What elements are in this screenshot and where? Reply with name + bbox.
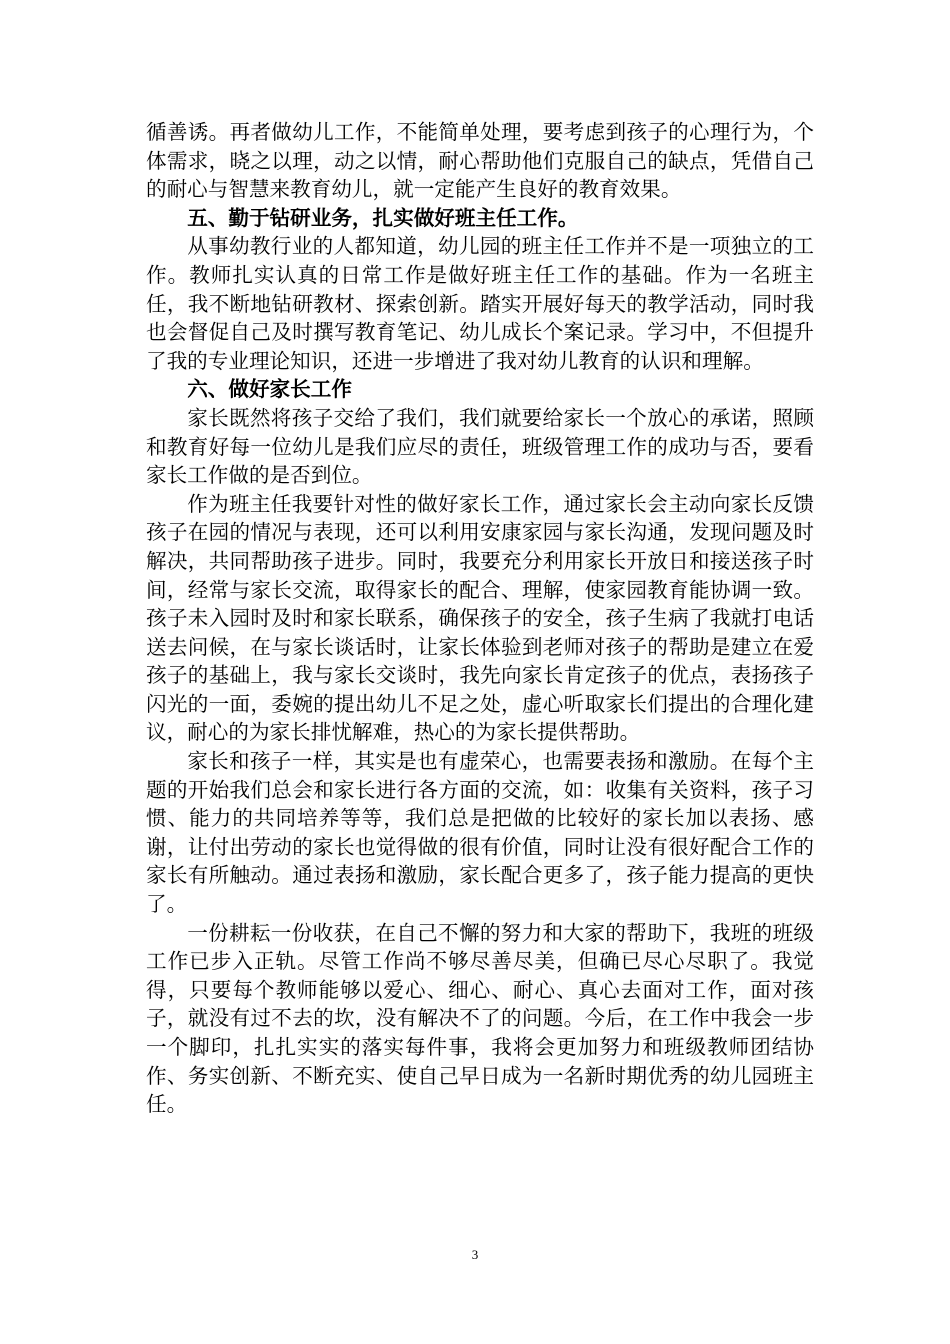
document-body <box>146 118 814 1119</box>
paragraph-5: 家长和孩子一样，其实是也有虚荣心，也需要表扬和激励。在每个主题的开始我们总会和家长进行各方面的交流，如：收集有关资料，孩子习惯、能力的共同培养等等，我们总是把做的比较好的家长加以表扬、感谢，让付出劳动的家长也觉得做的很有价值，同时让没有很好配合工作的家长有所触动。通过表扬和激励，家长配合更多了，孩子能力提高的更快了。 <box>146 749 814 917</box>
paragraph-4: 作为班主任我要针对性的做好家长工作，通过家长会主动向家长反馈孩子在园的情况与表现，还可以利用安康家园与家长沟通，发现问题及时解决，共同帮助孩子进步。同时，我要充分利用家长开放日和接送孩子时间，经常与家长交流，取得家长的配合、理解，使家园教育能协调一致。孩子未入园时及时和家长联系，确保孩子的安全，孩子生病了我就打电话送去问候，在与家长谈话时，让家长体验到老师对孩子的帮助是建立在爱孩子的基础上，我与家长交谈时，我先向家长肯定孩子的优点，表扬孩子闪光的一面，委婉的提出幼儿不足之处，虚心听取家长们提出的合理化建议，耐心的为家长排忧解难，热心的为家长提供帮助。 <box>146 491 814 745</box>
section-heading-5: 五、勤于钻研业务，扎实做好班主任工作。 <box>187 205 579 230</box>
section-heading-6: 六、做好家长工作 <box>187 377 352 402</box>
paragraph-3: 家长既然将孩子交给了我们，我们就要给家长一个放心的承诺，照顾和教育好每一位幼儿是我们应尽的责任，班级管理工作的成功与否，要看家长工作做的是否到位。 <box>146 405 814 488</box>
paragraph-1: 循善诱。再者做幼儿工作，不能简单处理，要考虑到孩子的心理行为，个体需求，晓之以理，动之以情，耐心帮助他们克服自己的缺点，凭借自己的耐心与智慧来教育幼儿，就一定能产生良好的教育效果。 <box>146 120 814 202</box>
page-number: 3 <box>471 1247 479 1262</box>
paragraph-6: 一份耕耘一份收获，在自己不懈的努力和大家的帮助下，我班的班级工作已步入正轨。尽管工作尚不够尽善尽美，但确已尽心尽职了。我觉得，只要每个教师能够以爱心、细心、耐心、真心去面对工作，面对孩子，就没有过不去的坎，没有解决不了的问题。今后，在工作中我会一步一个脚印，扎扎实实的落实每件事，我将会更加努力和班级教师团结协作、务实创新、不断充实、使自己早日成为一名新时期优秀的幼儿园班主任。 <box>146 920 814 1117</box>
paragraph-2: 从事幼教行业的人都知道，幼儿园的班主任工作并不是一项独立的工作。教师扎实认真的日常工作是做好班主任工作的基础。作为一名班主任，我不断地钻研教材、探索创新。踏实开展好每天的教学活动，同时我也会督促自己及时撰写教育笔记、幼儿成长个案记录。学习中，不但提升了我的专业理论知识，还进一步增进了我对幼儿教育的认识和理解。 <box>146 234 814 373</box>
